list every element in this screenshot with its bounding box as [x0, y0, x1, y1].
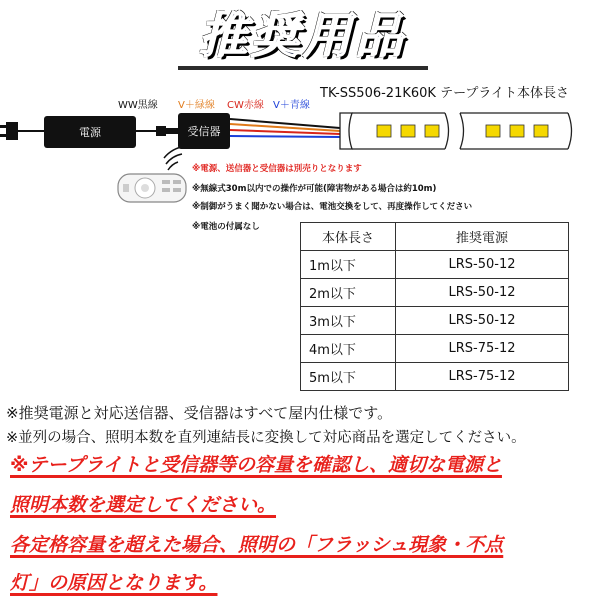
wire-label-v1: V＋緑線: [178, 100, 215, 111]
table-cell-power: LRS-50-12: [396, 307, 569, 335]
table-header-row: [301, 223, 569, 251]
power-spec-table: [300, 222, 569, 391]
tape-light: [340, 113, 572, 149]
warning-line: ※テープライトと受信器等の容量を確認し、適切な電源と: [10, 454, 502, 476]
table-cell-power: LRS-50-12: [396, 279, 569, 307]
table-row: [301, 307, 569, 335]
table-cell-power: LRS-75-12: [396, 363, 569, 391]
remote-control-icon: [118, 174, 186, 202]
power-cable: [136, 126, 178, 136]
wireless-signal-icon: [164, 146, 186, 170]
table-cell-length: 3m以下: [301, 307, 396, 335]
power-supply-box: [44, 116, 136, 148]
table-header-length: 本体長さ: [301, 223, 396, 251]
note-item: ※電源、送信器と受信器は別売りとなります: [192, 164, 362, 174]
table-cell-length: 2m以下: [301, 279, 396, 307]
table-header-power: 推奨電源: [396, 223, 569, 251]
table-cell-power: LRS-50-12: [396, 251, 569, 279]
plug-icon: [0, 122, 44, 140]
table-cell-length: 4m以下: [301, 335, 396, 363]
table-row: [301, 335, 569, 363]
receiver-box: [178, 113, 230, 149]
table-row: [301, 363, 569, 391]
receiver-label: 受信器: [187, 125, 221, 138]
product-label: TK-SS506-21K60K テープライト本体長さ: [320, 86, 570, 101]
note-item: ※無線式30m以内での操作が可能(障害物がある場合は約10m): [192, 184, 437, 194]
footnote: ※並列の場合、照明本数を直列連結長に変換して対応商品を選定してください。: [6, 430, 526, 446]
warning-line: 灯」の原因となります。: [10, 572, 218, 594]
wire-label-ww: WW黒線: [118, 100, 158, 111]
table-row: [301, 251, 569, 279]
table-row: [301, 279, 569, 307]
footnote: ※推奨電源と対応送信器、受信器はすべて屋内仕様です。: [6, 404, 393, 422]
note-item: ※電池の付属なし: [192, 222, 260, 232]
table-cell-power: LRS-75-12: [396, 335, 569, 363]
warning-line: 各定格容量を超えた場合、照明の「フラッシュ現象・不点: [10, 534, 504, 556]
table-cell-length: 5m以下: [301, 363, 396, 391]
warning-line: 照明本数を選定してください。: [10, 494, 277, 516]
page-title: 推奨用品: [198, 8, 407, 64]
note-item: ※制御がうまく聞かない場合は、電池交換をして、再度操作してください: [192, 202, 473, 212]
wire-label-cw: CW赤線: [227, 100, 264, 111]
power-supply-label: 電源: [79, 126, 101, 139]
table-cell-length: 1m以下: [301, 251, 396, 279]
wire-label-v2: V＋青線: [273, 100, 310, 111]
led-chip: [377, 125, 548, 137]
wire-blue: [230, 136, 340, 137]
